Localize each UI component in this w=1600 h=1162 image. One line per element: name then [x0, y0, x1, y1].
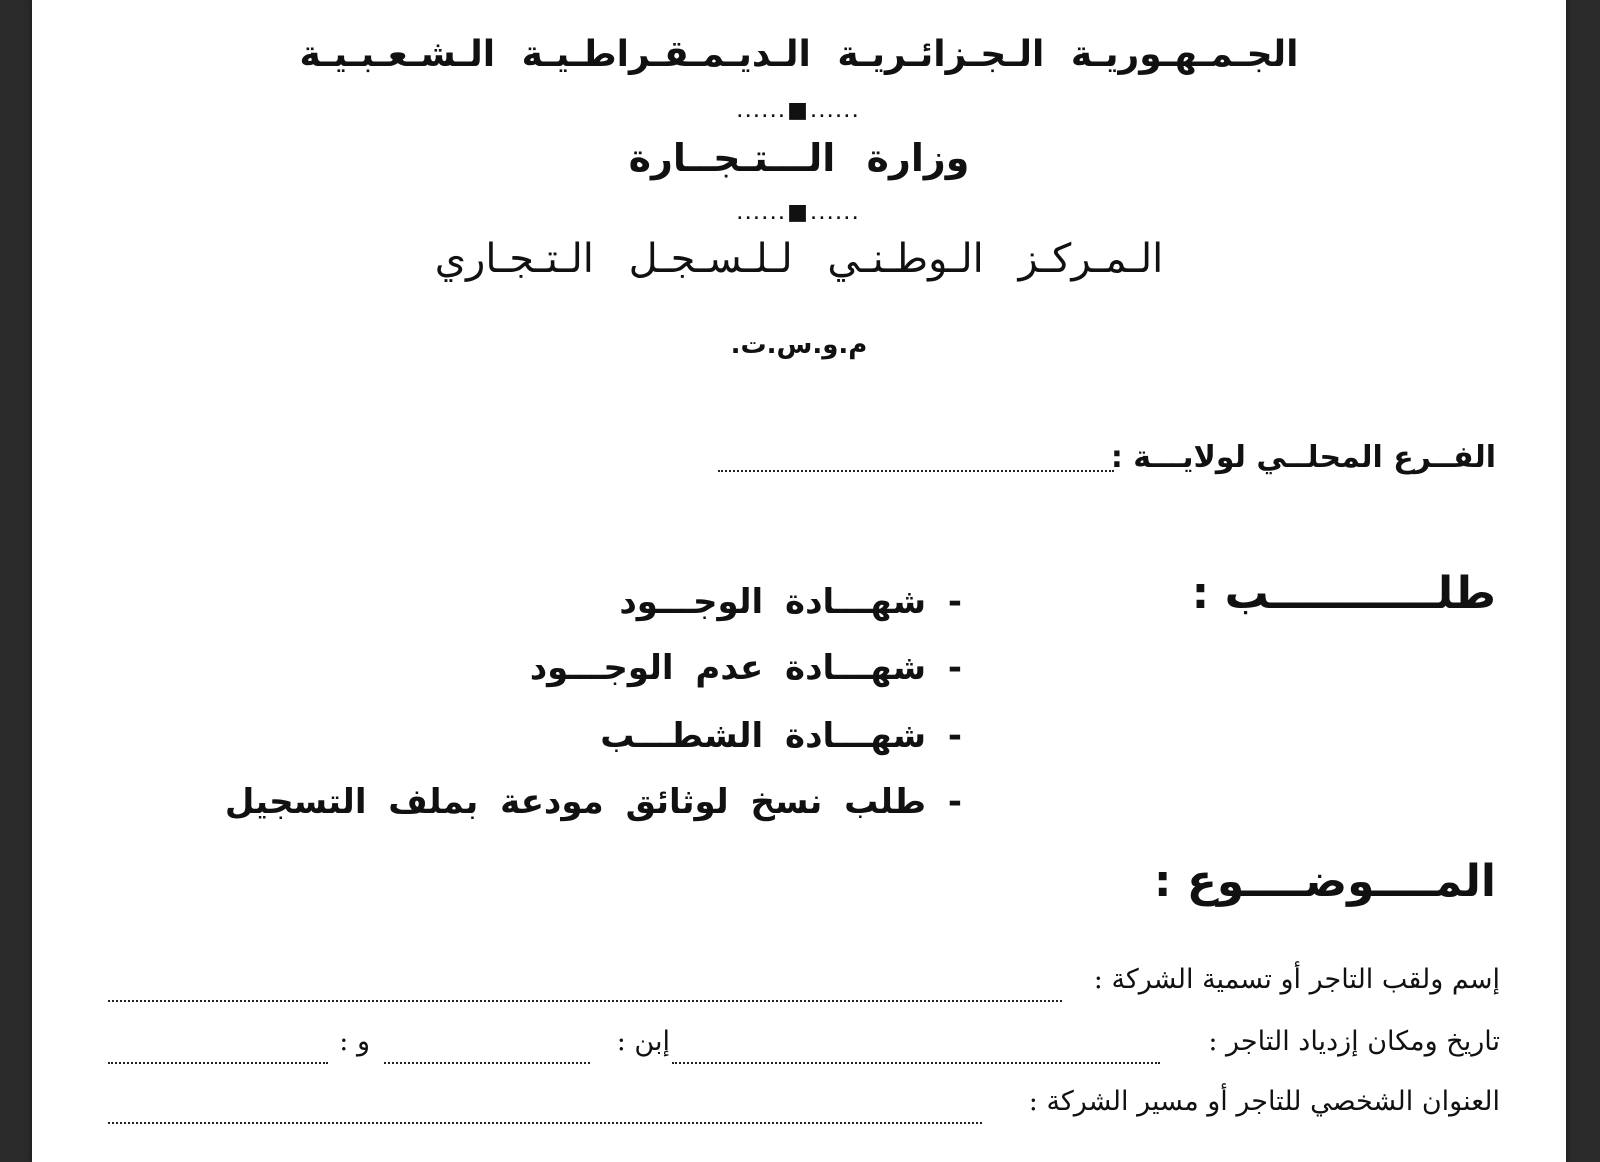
- request-title: طلـــــــــــب :: [1191, 568, 1496, 619]
- header-separator: [32, 200, 1566, 225]
- document-page: [32, 0, 1566, 1162]
- republic-title: الجـمـهـوريـة الـجـزائـريـة الـديـمـقـراطـيـة الـشـعـبـيـة: [299, 34, 1299, 75]
- request-item-non-existence[interactable]: - شهـــادة عدم الوجـــود: [529, 648, 962, 688]
- subject-title: المــــوضــــوع :: [1153, 856, 1496, 907]
- separator-left: ......: [737, 105, 788, 121]
- separator-left: ......: [737, 207, 788, 223]
- request-item-existence[interactable]: - شهـــادة الوجـــود: [619, 582, 962, 622]
- birth-dotted-field[interactable]: [672, 1052, 1160, 1064]
- address-dotted-field[interactable]: [108, 1112, 982, 1124]
- request-item-deregistration[interactable]: - شهـــادة الشطـــب: [600, 716, 962, 756]
- son-dotted-field[interactable]: [384, 1052, 590, 1064]
- name-label: إسم ولقب التاجر أو تسمية الشركة :: [1093, 964, 1500, 995]
- header-separator: [32, 98, 1566, 123]
- request-item-document-copies[interactable]: - طلب نسخ لوثائق مودعة بملف التسجيل: [224, 782, 962, 822]
- center-acronym: م.و.س.ت.: [730, 330, 868, 360]
- and-label: و :: [339, 1026, 370, 1057]
- separator-mark: ■: [787, 98, 811, 123]
- branch-dotted-field[interactable]: [718, 460, 1114, 472]
- and-dotted-field[interactable]: [108, 1052, 328, 1064]
- name-dotted-field[interactable]: [108, 990, 1062, 1002]
- ministry-title: وزارة الـــتـجــارة: [628, 136, 970, 180]
- son-label: إبن :: [616, 1026, 670, 1057]
- separator-mark: ■: [787, 200, 811, 225]
- branch-label: الفــرع المحلــي لولايـــة :: [1110, 440, 1496, 475]
- separator-right: ......: [810, 207, 861, 223]
- birth-label: تاريخ ومكان إزدياد التاجر :: [1208, 1026, 1500, 1057]
- separator-right: ......: [810, 105, 861, 121]
- address-label: العنوان الشخصي للتاجر أو مسير الشركة :: [1028, 1086, 1500, 1117]
- center-title: الـمـركـز الـوطـنـي لـلـسـجـل الـتـجـاري: [434, 236, 1164, 282]
